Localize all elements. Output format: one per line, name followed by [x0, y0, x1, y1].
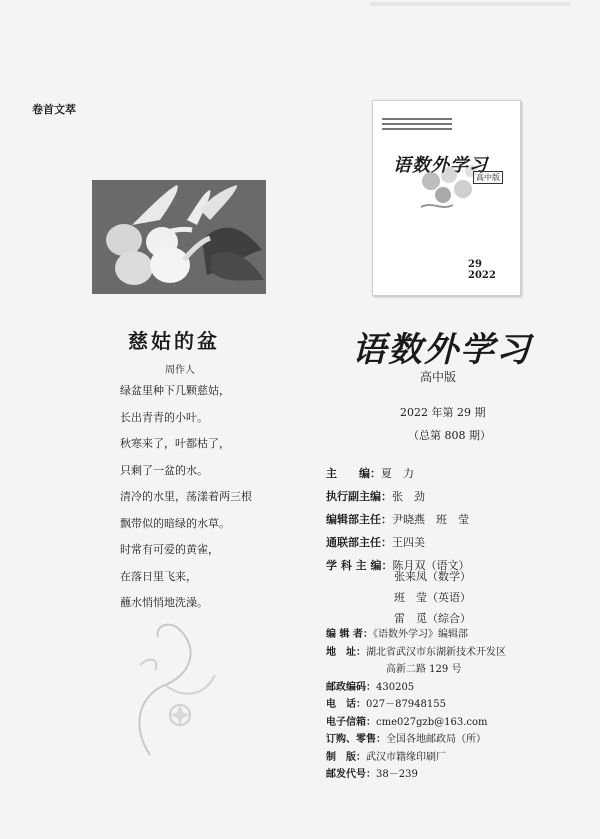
staff-row: 学 科 主 编：陈月双（语文）: [326, 559, 470, 572]
info-row: 地 址：湖北省武汉市东湖新技术开发区: [326, 646, 506, 658]
cover-issue-number: 29: [468, 259, 482, 270]
poem-line: 只剩了一盆的水。: [120, 463, 208, 477]
staff-list: [326, 462, 470, 577]
poem-line: 秋寒来了，叶都枯了，: [120, 437, 230, 450]
cover-fine-print: [382, 115, 452, 135]
subject-editor: 班 莹（英语）: [394, 591, 471, 604]
poem-line: 蘸水悄悄地洗澡。: [120, 596, 208, 609]
poem-line: 在落日里飞来，: [120, 569, 197, 583]
staff-row: 执行副主编：张 劲: [326, 490, 425, 503]
poem-author: 周作人: [165, 365, 195, 376]
magazine-cover: [372, 100, 521, 296]
info-row: 制 版：武汉市籍缘印刷厂: [326, 751, 446, 763]
poem-line: 清冷的水里，荡漾着两三根: [120, 490, 252, 503]
poem-line: 长出青青的小叶。: [120, 410, 208, 424]
staff-row: 通联部主任：王四美: [326, 536, 425, 549]
subject-editor: 张来凤（数学）: [394, 570, 471, 583]
poem-line: 时常有可爱的黄雀，: [120, 543, 219, 556]
floral-ornament: [120, 605, 230, 765]
cover-edition: 高中版: [473, 171, 503, 184]
cover-issue: [468, 259, 496, 281]
info-row: 高新二路 129 号: [326, 664, 462, 675]
cover-year: 2022: [468, 270, 496, 281]
info-row: 邮发代号：38－239: [326, 769, 418, 780]
info-row: 编 辑 者：《语数外学习》编辑部: [326, 629, 468, 640]
poem-line: 飘带似的暗绿的水草。: [120, 516, 230, 530]
subject-editor: 雷 觅（综合）: [394, 612, 471, 625]
total-issue: （总第 808 期）: [408, 429, 491, 442]
info-row: 订购、零售：全国各地邮政局（所）: [326, 734, 486, 745]
publication-info: [326, 626, 506, 784]
top-decoration: [370, 0, 570, 12]
cover-title: 语数外学习: [393, 155, 488, 176]
info-row: 电 话：027－87948155: [326, 699, 446, 710]
magazine-edition: 高中版: [420, 370, 457, 384]
poem-body: [120, 378, 252, 617]
arrowhead-photo: [92, 180, 266, 294]
section-label: 卷首文萃: [32, 103, 76, 116]
info-row: 邮政编码：430205: [326, 681, 415, 693]
poem-title: 慈姑的盆: [128, 329, 220, 353]
staff-row: 主 编：夏 力: [326, 467, 414, 480]
issue-number: 2022 年第 29 期: [400, 406, 486, 419]
staff-row: 编辑部主任：尹晓燕 班 莹: [326, 513, 469, 526]
info-row: 电子信箱：cme027gzb@163.com: [326, 716, 488, 728]
magazine-title: 语数外学习: [352, 330, 532, 370]
poem-line: 绿盆里种下几颗慈姑，: [120, 384, 230, 397]
subject-editors: [394, 566, 471, 629]
